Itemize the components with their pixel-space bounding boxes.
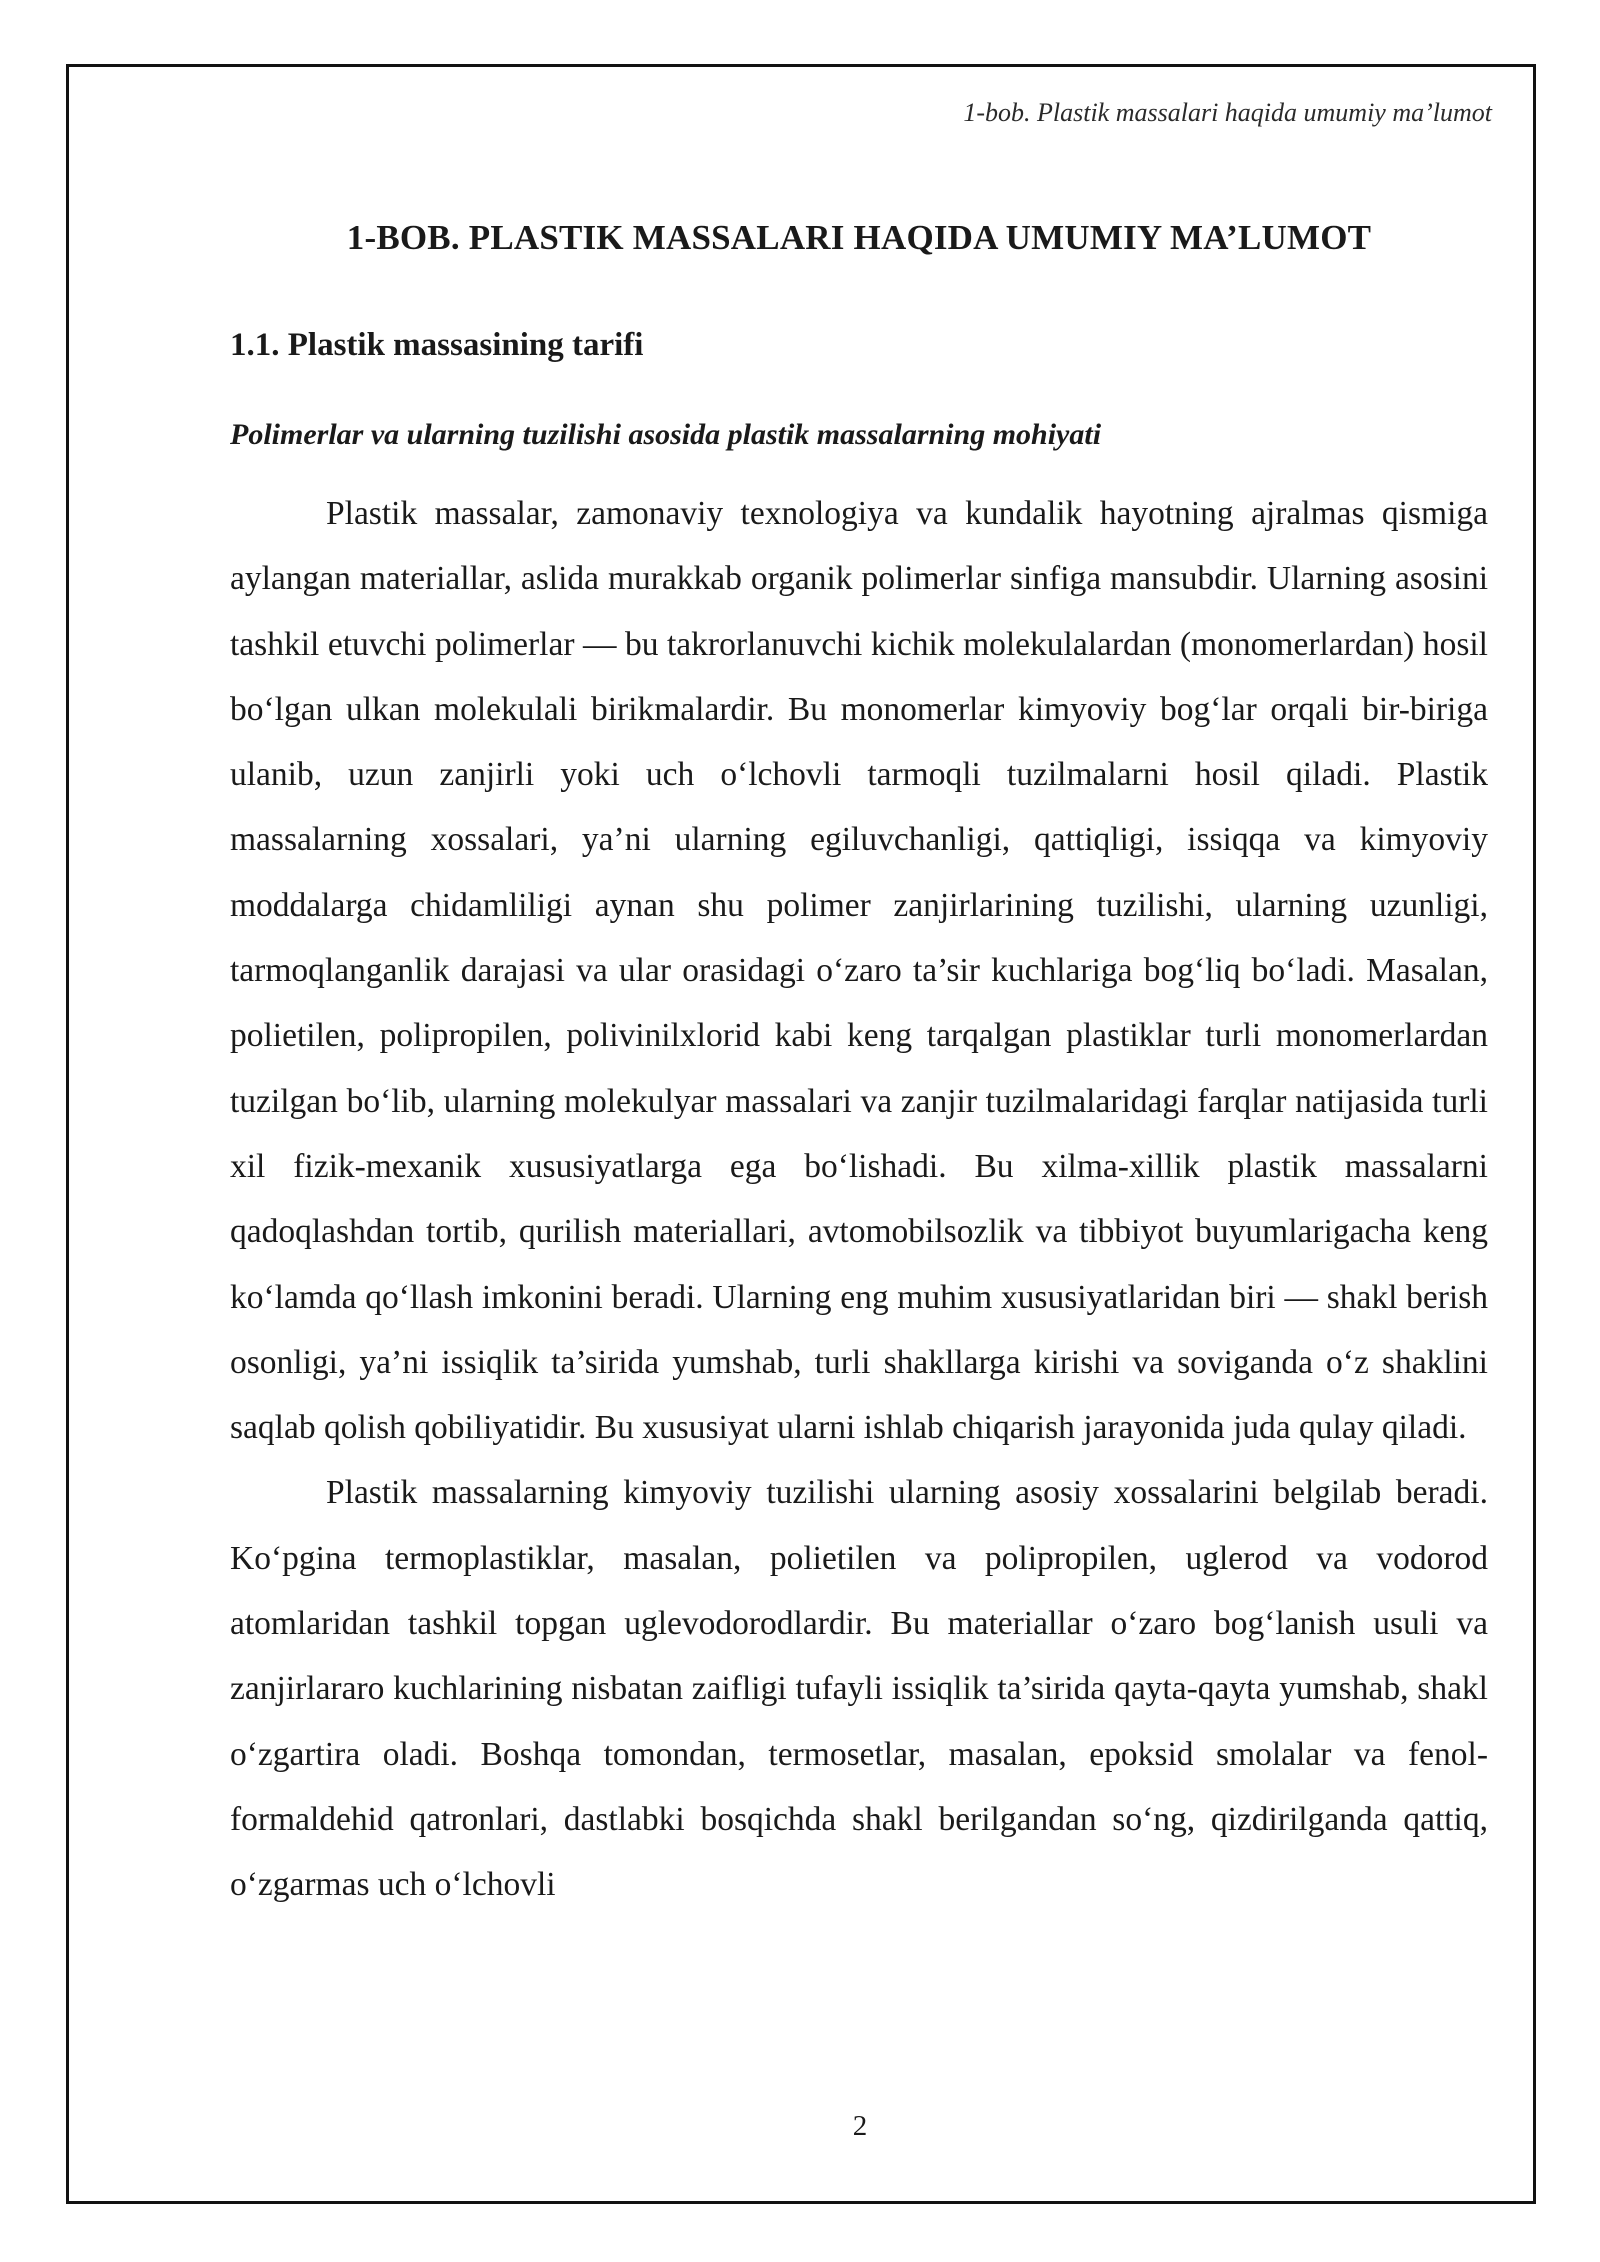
section-title: 1.1. Plastik massasining tarifi: [230, 327, 644, 363]
chapter-title: 1-BOB. PLASTIK MASSALARI HAQIDA UMUMIY MA’LUMOT: [346, 218, 1372, 257]
subsection-title: Polimerlar va ularning tuzilishi asosida plastik massalarning mohiyati: [230, 418, 1102, 451]
running-head: 1-bob. Plastik massalari haqida umumiy ma’lumot: [963, 98, 1492, 127]
paragraph: Plastik massalarning kimyoviy tuzilishi ularning asosiy xossalarini belgilab beradi. Ko‘pgina termoplastiklar, masalan, polietilen va polipropilen, uglerod va vodorod atomlaridan tashkil topgan uglevodorodlardir. Bu materiallar o‘zaro bog‘lanish usuli va zanjirlararo kuchlarining nisbatan zaifligi tufayli issiqlik ta’sirida qayta-qayta yumshab, shakl o‘zgartira oladi. Boshqa tomondan, termosetlar, masalan, epoksid smolalar va fenol-formaldehid qatronlari, dastlabki bosqichda shakl berilgandan so‘ng, qizdirilganda qattiq, o‘zgarmas uch o‘lchovli: [230, 1474, 1488, 1904]
paragraph: Plastik massalar, zamonaviy texnologiya va kundalik hayotning ajralmas qismiga aylangan materiallar, aslida murakkab organik polimerlar sinfiga mansubdir. Ularning asosini tashkil etuvchi polimerlar — bu takrorlanuvchi kichik molekulalardan (monomerlardan) hosil bo‘lgan ulkan molekulali birikmalardir. Bu monomerlar kimyoviy bog‘lar orqali bir-biriga ulanib, uzun zanjirli yoki uch o‘lchovli tarmoqli tuzilmalarni hosil qiladi. Plastik massalarning xossalari, ya’ni ularning egiluvchanligi, qattiqligi, issiqqa va kimyoviy moddalarga chidamliligi aynan shu polimer zanjirlarining tuzilishi, ularning uzunligi, tarmoqlanganlik darajasi va ular orasidagi o‘zaro ta’sir kuchlariga bog‘liq bo‘ladi. Masalan, polietilen, polipropilen, polivinilxlorid kabi keng tarqalgan plastiklar turli monomerlardan tuzilgan bo‘lib, ularning molekulyar massalari va zanjir tuzilmalaridagi farqlar natijasida turli xil fizik-mexanik xususiyatlarga ega bo‘lishadi. Bu xilma-xillik plastik massalarni qadoqlashdan tortib, qurilish materiallari, avtomobilsozlik va tibbiyot buyumlarigacha keng ko‘lamda qo‘llash imkonini beradi. Ularning eng muhim xususiyatlaridan biri — shakl berish osonligi, ya’ni issiqlik ta’sirida yumshab, turli shakllarga kirishi va soviganda o‘z shaklini saqlab qolish qobiliyatidir. Bu xususiyat ularni ishlab chiqarish jarayonida juda qulay qiladi.: [230, 495, 1488, 1447]
body-text: [230, 481, 1488, 1918]
page-number: 2: [852, 2110, 868, 2142]
